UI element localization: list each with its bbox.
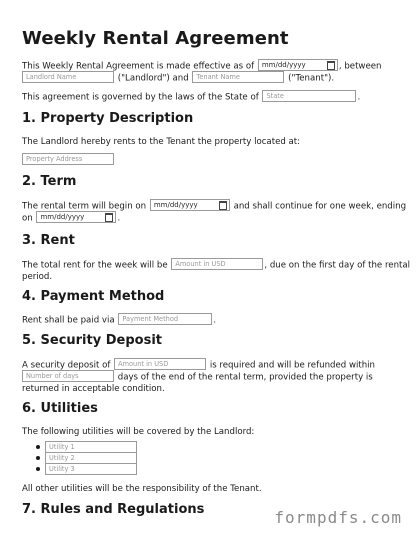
section-heading-property: 1. Property Description <box>22 111 194 126</box>
term-text: . <box>117 213 121 224</box>
landlord-name-field[interactable]: Landlord Name <box>22 71 114 83</box>
law-text: This agreement is governed by the laws of the State of <box>22 92 259 103</box>
bullet-icon <box>36 445 40 449</box>
deposit-text: A security deposit of <box>22 360 111 371</box>
section-heading-utilities: 6. Utilities <box>22 401 98 416</box>
document-title: Weekly Rental Agreement <box>22 28 289 49</box>
calendar-icon <box>105 213 113 222</box>
rent-amount-field[interactable]: Amount in USD <box>171 258 263 270</box>
utility-field-1[interactable]: Utility 1 <box>45 441 137 453</box>
refund-days-field[interactable]: Number of days <box>22 370 114 382</box>
utility-list-item <box>36 464 138 476</box>
payment-text: . <box>213 315 217 326</box>
deposit-amount-field[interactable]: Amount in USD <box>114 358 206 370</box>
payment-paragraph <box>22 314 216 327</box>
section-heading-rent: 3. Rent <box>22 233 75 248</box>
section-heading-payment: 4. Payment Method <box>22 289 165 304</box>
term-text: on <box>22 213 33 224</box>
bullet-icon <box>36 467 40 471</box>
payment-text: Rent shall be paid via <box>22 315 115 326</box>
payment-method-field[interactable]: Payment Method <box>118 313 212 325</box>
term-paragraph-line2 <box>22 212 120 225</box>
bullet-icon <box>36 456 40 460</box>
effective-date-field[interactable] <box>258 59 338 71</box>
section-heading-rules: 7. Rules and Regulations <box>22 502 205 517</box>
tenant-name-field[interactable]: Tenant Name <box>192 71 284 83</box>
intro-paragraph-line2 <box>22 72 334 85</box>
date-placeholder: mm/dd/yyyy <box>40 213 85 221</box>
section-heading-deposit: 5. Security Deposit <box>22 333 162 348</box>
property-text: The Landlord hereby rents to the Tenant the property located at: <box>22 137 301 147</box>
state-field[interactable]: State <box>262 90 356 102</box>
deposit-text: days of the end of the rental term, provided the property is <box>117 372 373 383</box>
property-address-row <box>22 154 115 167</box>
rent-text: The total rent for the week will be <box>22 260 168 271</box>
deposit-text: is required and will be refunded within <box>209 360 376 371</box>
deposit-paragraph-line2 <box>22 371 373 384</box>
rent-paragraph-line2: period. <box>22 272 53 282</box>
intro-text: , between <box>338 61 382 72</box>
intro-text: This Weekly Rental Agreement is made effective as of <box>22 61 255 72</box>
intro-text: ("Tenant"). <box>288 73 335 84</box>
start-date-field[interactable] <box>150 199 230 211</box>
utility-field-3[interactable]: Utility 3 <box>45 463 137 475</box>
calendar-icon <box>327 61 335 70</box>
section-heading-term: 2. Term <box>22 174 77 189</box>
intro-text: ("Landlord") and <box>117 73 189 84</box>
law-text: . <box>357 92 361 103</box>
deposit-paragraph-line3: returned in acceptable condition. <box>22 384 165 394</box>
utilities-text: The following utilities will be covered by the Landlord: <box>22 427 255 437</box>
end-date-field[interactable] <box>36 211 116 223</box>
rent-text: , due on the first day of the rental <box>264 260 411 271</box>
utilities-after-text: All other utilities will be the responsibility of the Tenant. <box>22 484 262 494</box>
watermark-text: formpdfs.com <box>274 508 402 527</box>
governing-law-paragraph <box>22 91 360 104</box>
calendar-icon <box>219 201 227 210</box>
term-text: The rental term will begin on <box>22 201 147 212</box>
utility-field-2[interactable]: Utility 2 <box>45 452 137 464</box>
date-placeholder: mm/dd/yyyy <box>153 201 198 209</box>
term-text: and shall continue for one week, ending <box>233 201 407 212</box>
date-placeholder: mm/dd/yyyy <box>261 61 306 69</box>
property-address-field[interactable]: Property Address <box>22 153 114 165</box>
rent-paragraph <box>22 259 410 272</box>
